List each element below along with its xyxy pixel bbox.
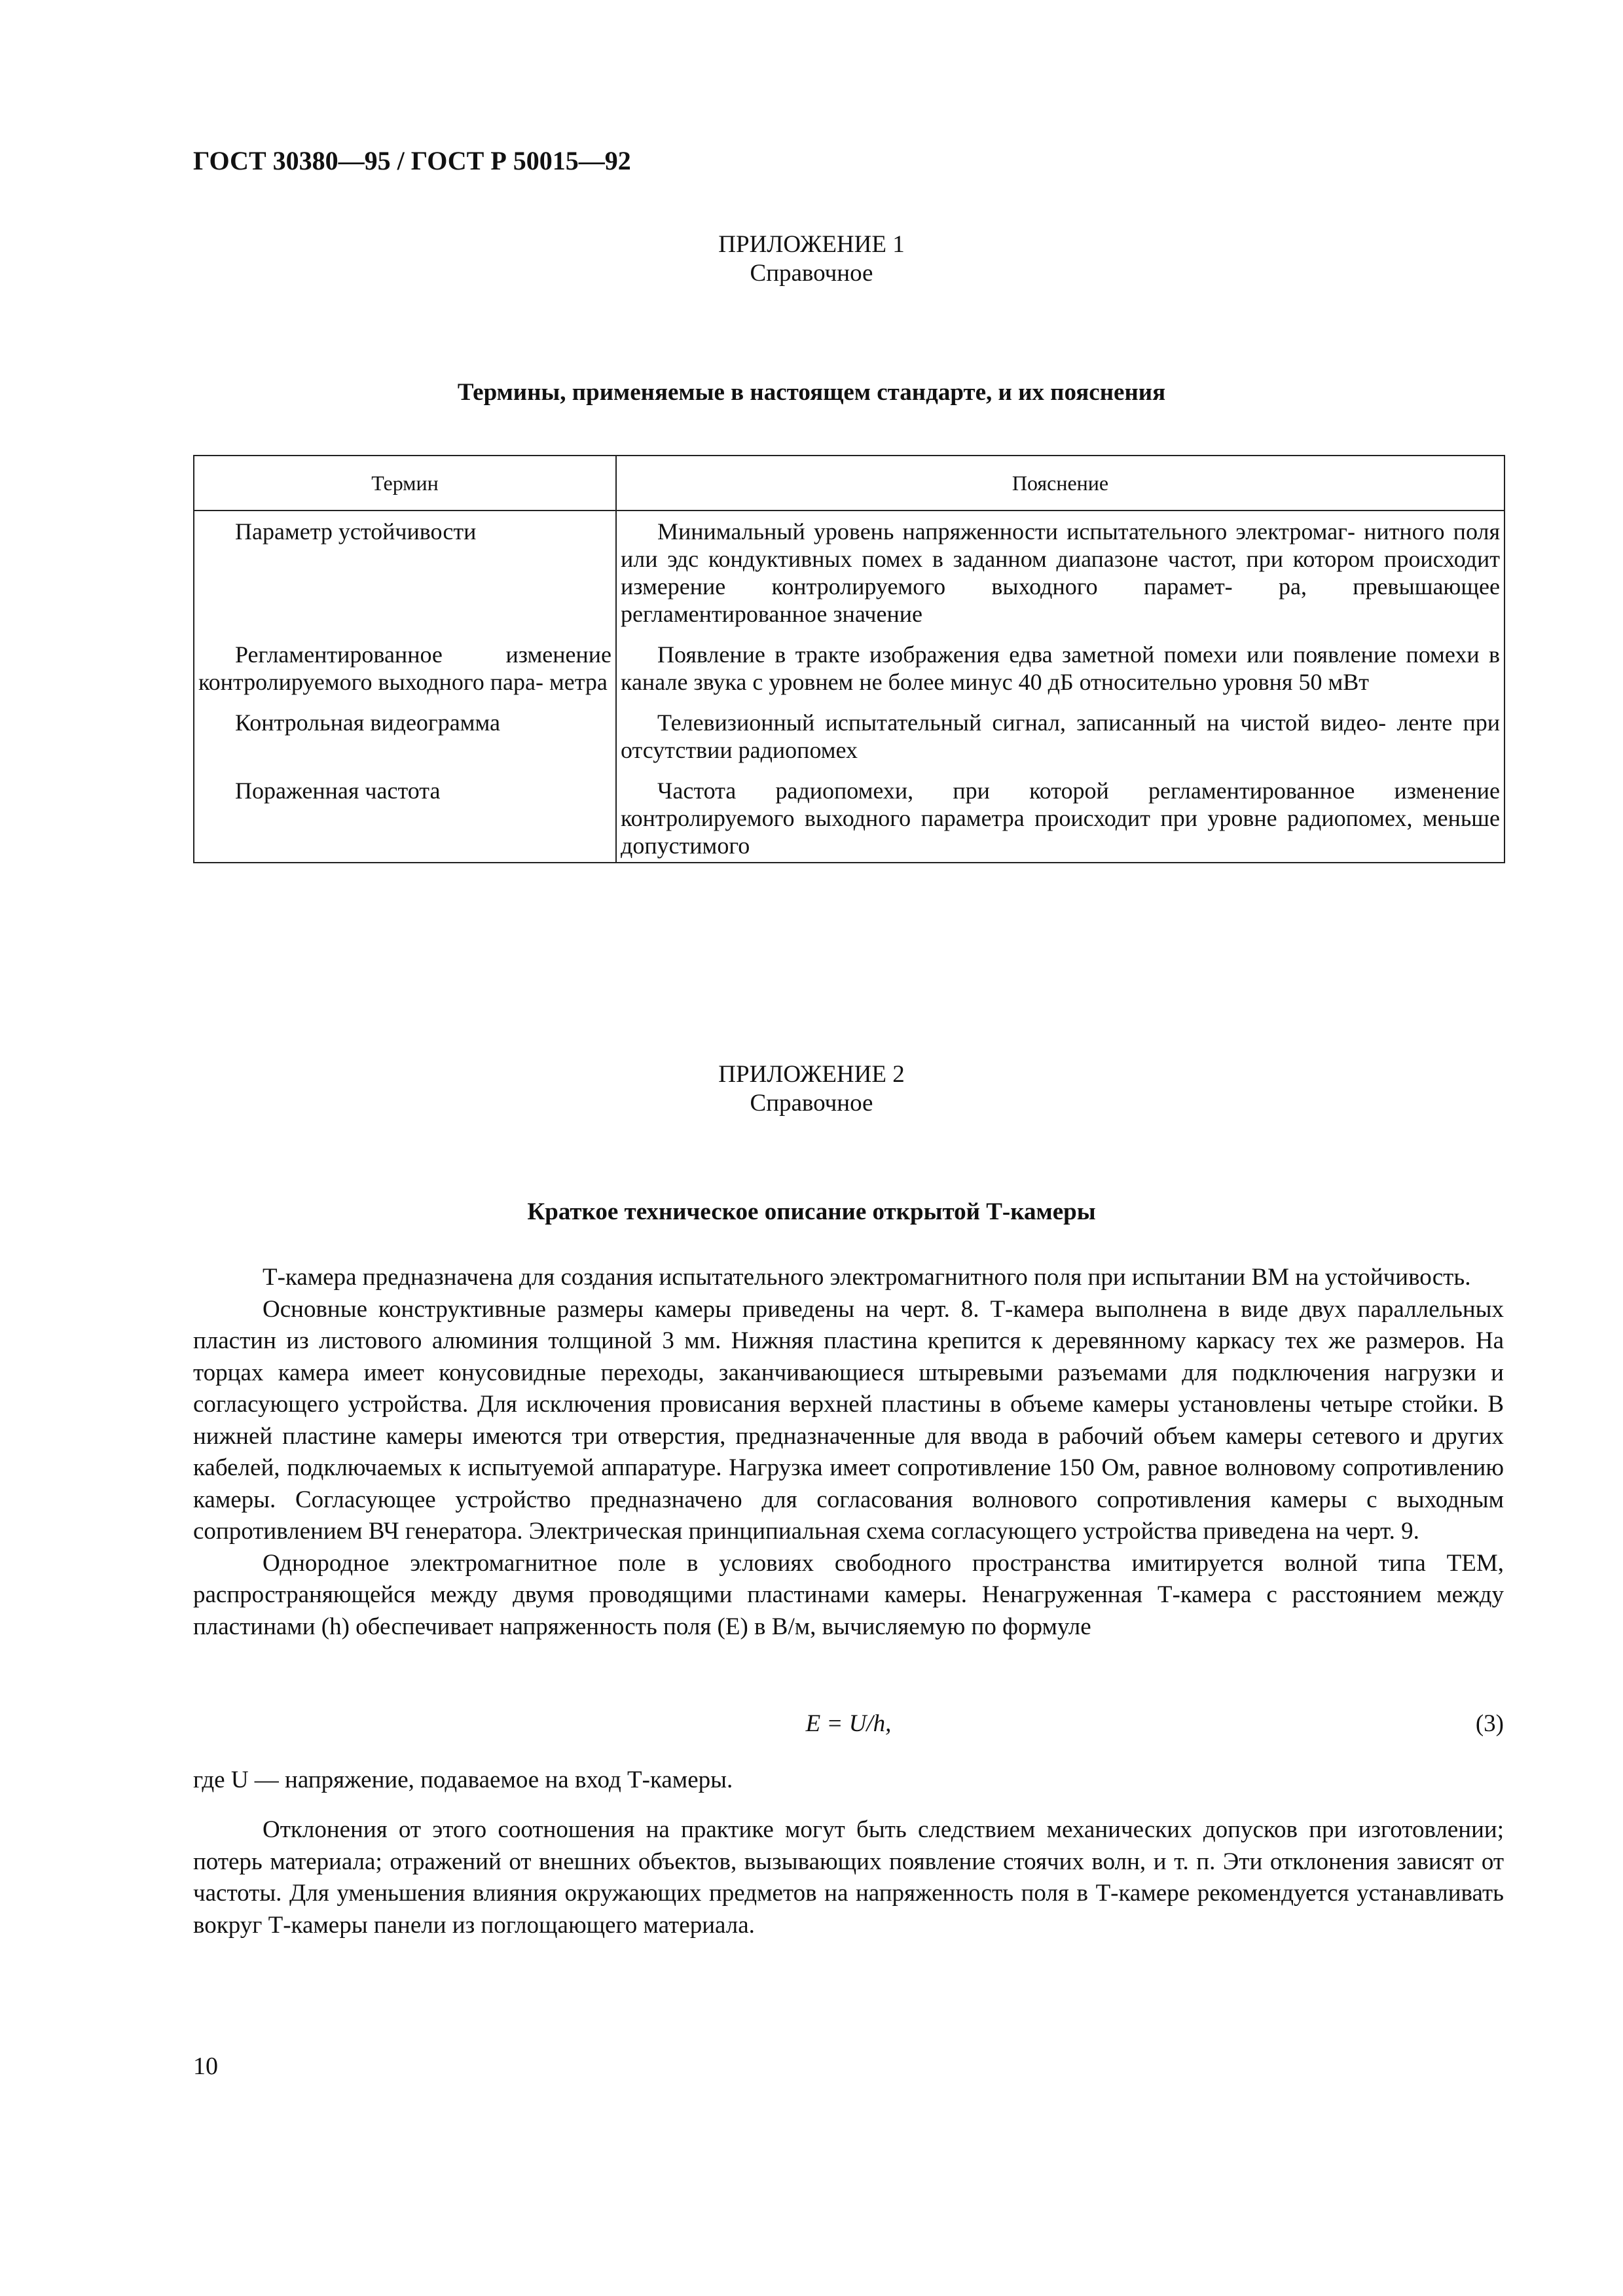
document-header: ГОСТ 30380—95 / ГОСТ Р 50015—92 [193,146,631,175]
term-cell: Параметр устойчивости [194,511,616,637]
column-header-term: Термин [194,456,616,511]
term-cell: Пораженная частота [194,773,616,863]
term-cell: Контрольная видеограмма [194,705,616,773]
explanation-cell: Появление в тракте изображения едва заметной помехи или появление помехи в канале звука с уровнем не более минус 40 дБ относительно уровня 50 мВт [616,637,1504,705]
paragraph: Основные конструктивные размеры камеры приведены на черт. 8. Т-камера выполнена в виде двух параллельных пластин из листового алюминия толщиной 3 мм. Нижняя пластина крепится к деревянному каркасу тех же размеров. На торцах камера имеет конусовидные переходы, заканчивающиеся штыревыми разъемами для подключения нагрузки и согласующего устройства. Для исключения провисания верхней пластины в объеме камеры установлены четыре стойки. В нижней пластине камеры имеются три отверстия, предназначенные для ввода в рабочий объем камеры сетевого и других кабелей, подключаемых к испытуемой аппаратуре. Нагрузка имеет сопротивление 150 Ом, равное волновому сопротивлению камеры. Согласующее устройство предназначено для согласования волнового сопротивления камеры с выходным сопротивлением ВЧ генератора. Электрическая принципиальная схема согласующего устройства приведена на черт. 9. [193,1295,1504,1545]
table-row [194,637,1504,705]
appendix-2-title: Краткое техническое описание открытой Т-камеры [527,1198,1096,1225]
terms-table-header-row [194,456,1504,511]
terms-table [193,455,1505,863]
table-row [194,705,1504,773]
appendix-2-heading-block [0,1060,1623,1118]
formula: E = U/h, [805,1710,892,1737]
page-number: 10 [193,2053,218,2080]
appendix-1-heading-block [0,230,1623,288]
formula-block [193,1710,1504,1741]
explanation-cell: Минимальный уровень напряженности испытательного электромаг- нитного поля или эдс кондуктивных помех в заданном диапазоне частот, при котором происходит измерение контролируемого выходного парамет- ра, превышающее регламентированное значение [616,511,1504,637]
paragraph: Отклонения от этого соотношения на практике могут быть следствием механических допусков при изготовлении; потерь материала; отражений от внешних объектов, вызывающих появление стоячих волн, и т. п. Эти отклонения зависят от частоты. Для уменьшения влияния окружающих предметов на напряженность поля в Т-камере рекомендуется устанавливать вокруг Т-камеры панели из поглощающего материала. [193,1816,1504,1939]
term-cell: Регламентированное изменение контролируемого выходного пара- метра [194,637,616,705]
appendix-2-subheading: Справочное [750,1090,873,1117]
appendix-2-body [193,1262,1504,1643]
appendix-1-title: Термины, применяемые в настоящем стандарте, и их пояснения [457,379,1166,406]
paragraph: Т-камера предназначена для создания испытательного электромагнитного поля при испытании ВМ на устойчивость. [263,1264,1471,1291]
column-header-explanation: Пояснение [616,456,1504,511]
formula-number: (3) [1475,1710,1504,1737]
explanation-cell: Частота радиопомехи, при которой регламентированное изменение контролируемого выходного параметра происходит при уровне радиопомех, меньше допустимого [616,773,1504,863]
appendix-1-subheading: Справочное [750,260,873,287]
appendix-2-heading: ПРИЛОЖЕНИЕ 2 [718,1061,905,1088]
paragraph: Однородное электромагнитное поле в условиях свободного пространства имитируется волной типа ТЕМ, распространяющейся между двумя проводящими пластинами камеры. Ненагруженная Т-камера с расстоянием между пластинами (h) обеспечивает напряженность поля (E) в В/м, вычисляемую по формуле [193,1549,1504,1640]
table-row [194,773,1504,863]
table-row [194,511,1504,637]
explanation-cell: Телевизионный испытательный сигнал, записанный на чистой видео- ленте при отсутствии радиопомех [616,705,1504,773]
formula-explanation: где U — напряжение, подаваемое на вход Т-камеры. [193,1767,733,1793]
appendix-1-heading: ПРИЛОЖЕНИЕ 1 [718,231,905,258]
appendix-2-final [193,1814,1504,1941]
